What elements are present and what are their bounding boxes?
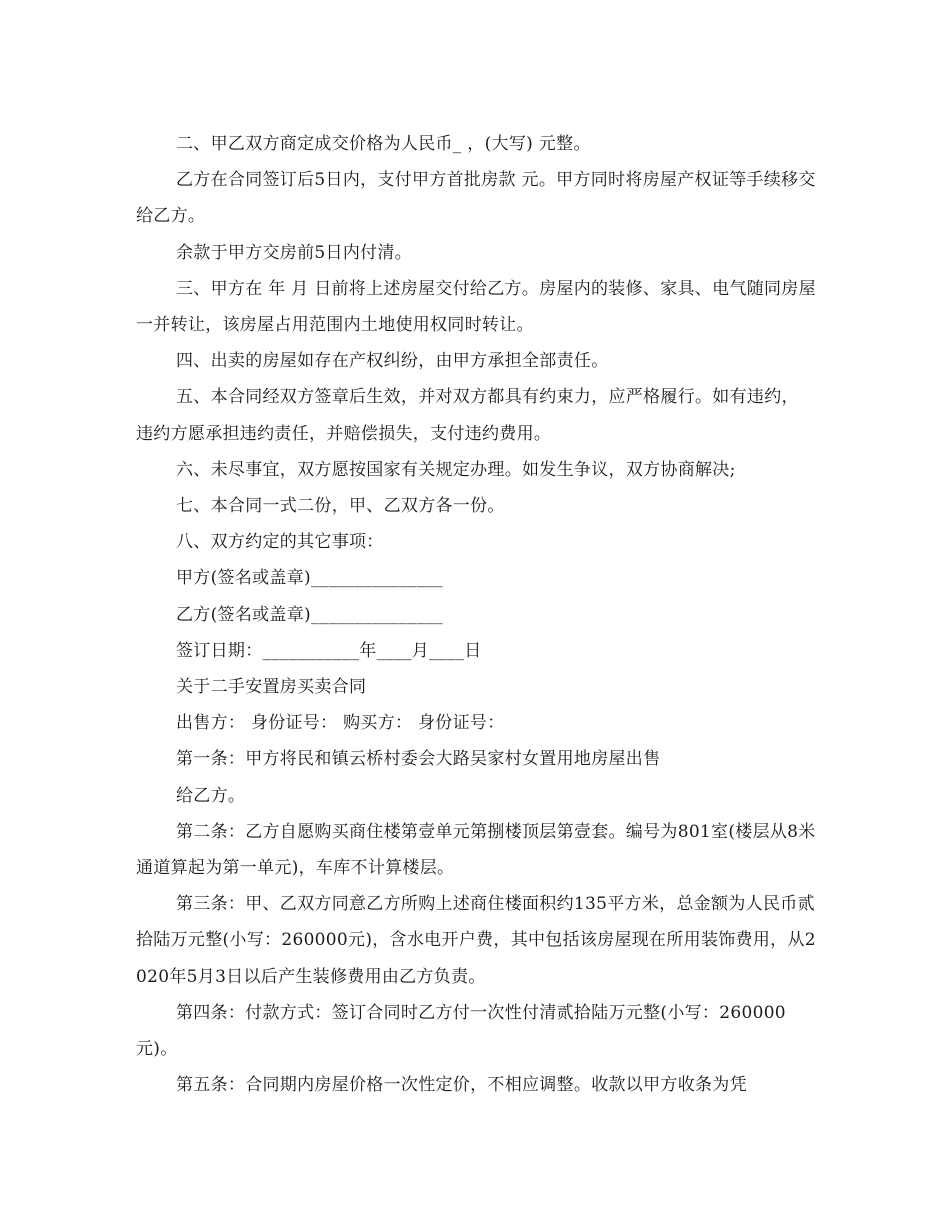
contract-body bbox=[136, 126, 816, 1103]
clause-copies: 七、本合同一式二份，甲、乙双方各一份。 bbox=[176, 496, 505, 517]
clause-balance: 余款于甲方交房前5日内付清。 bbox=[176, 242, 413, 263]
article-3: 第三条：甲、乙双方同意乙方所购上述商住楼面积约135平方米，总金额为人民币贰拾陆万元整(小写：260000元)，含水电开户费，其中包括该房屋现在所用装饰费用，从2020年5月3日以后产生装修费用由乙方负责。 bbox=[136, 894, 816, 987]
clause-effect: 五、本合同经双方签章后生效，并对双方都具有约束力，应严格履行。如有违约，违约方愿承担违约责任，并赔偿损失，支付违约费用。 bbox=[136, 387, 799, 444]
clause-title-dispute: 四、出卖的房屋如存在产权纠纷，由甲方承担全部责任。 bbox=[176, 351, 609, 372]
parties-line: 出售方： 身份证号： 购买方： 身份证号： bbox=[176, 713, 505, 734]
clause-price: 二、甲乙双方商定成交价格为人民币_ ，(大写) 元整。 bbox=[176, 134, 591, 154]
clause-unresolved: 六、未尽事宜，双方愿按国家有关规定办理。如发生争议，双方协商解决; bbox=[176, 459, 736, 480]
article-5: 第五条：合同期内房屋价格一次性定价，不相应调整。收款以甲方收条为凭 bbox=[176, 1075, 747, 1096]
signature-party-b: 乙方(签名或盖章)_______________ bbox=[176, 604, 443, 625]
article-1-continued: 给乙方。 bbox=[176, 785, 246, 806]
article-1: 第一条：甲方将民和镇云桥村委会大路吴家村女置用地房屋出售 bbox=[176, 749, 661, 770]
article-2: 第二条：乙方自愿购买商住楼第壹单元第捌楼顶层第壹套。编号为801室(楼层从8米通道算起为第一单元)，车库不计算楼层。 bbox=[136, 821, 816, 879]
clause-first-payment: 乙方在合同签订后5日内，支付甲方首批房款 元。甲方同时将房屋产权证等手续移交给乙方。 bbox=[136, 170, 816, 227]
clause-delivery: 三、甲方在 年 月 日前将上述房屋交付给乙方。房屋内的装修、家具、电气随同房屋一并转让，该房屋占用范围内土地使用权同时转让。 bbox=[136, 278, 816, 336]
article-4: 第四条：付款方式：签订合同时乙方付一次性付清贰拾陆万元整(小写：260000元)。 bbox=[136, 1002, 786, 1060]
signature-party-a: 甲方(签名或盖章)_______________ bbox=[176, 568, 443, 589]
signing-date: 签订日期：___________年____月____日 bbox=[176, 640, 482, 661]
contract-title: 关于二手安置房买卖合同 bbox=[176, 677, 367, 698]
clause-other: 八、双方约定的其它事项： bbox=[176, 532, 384, 553]
